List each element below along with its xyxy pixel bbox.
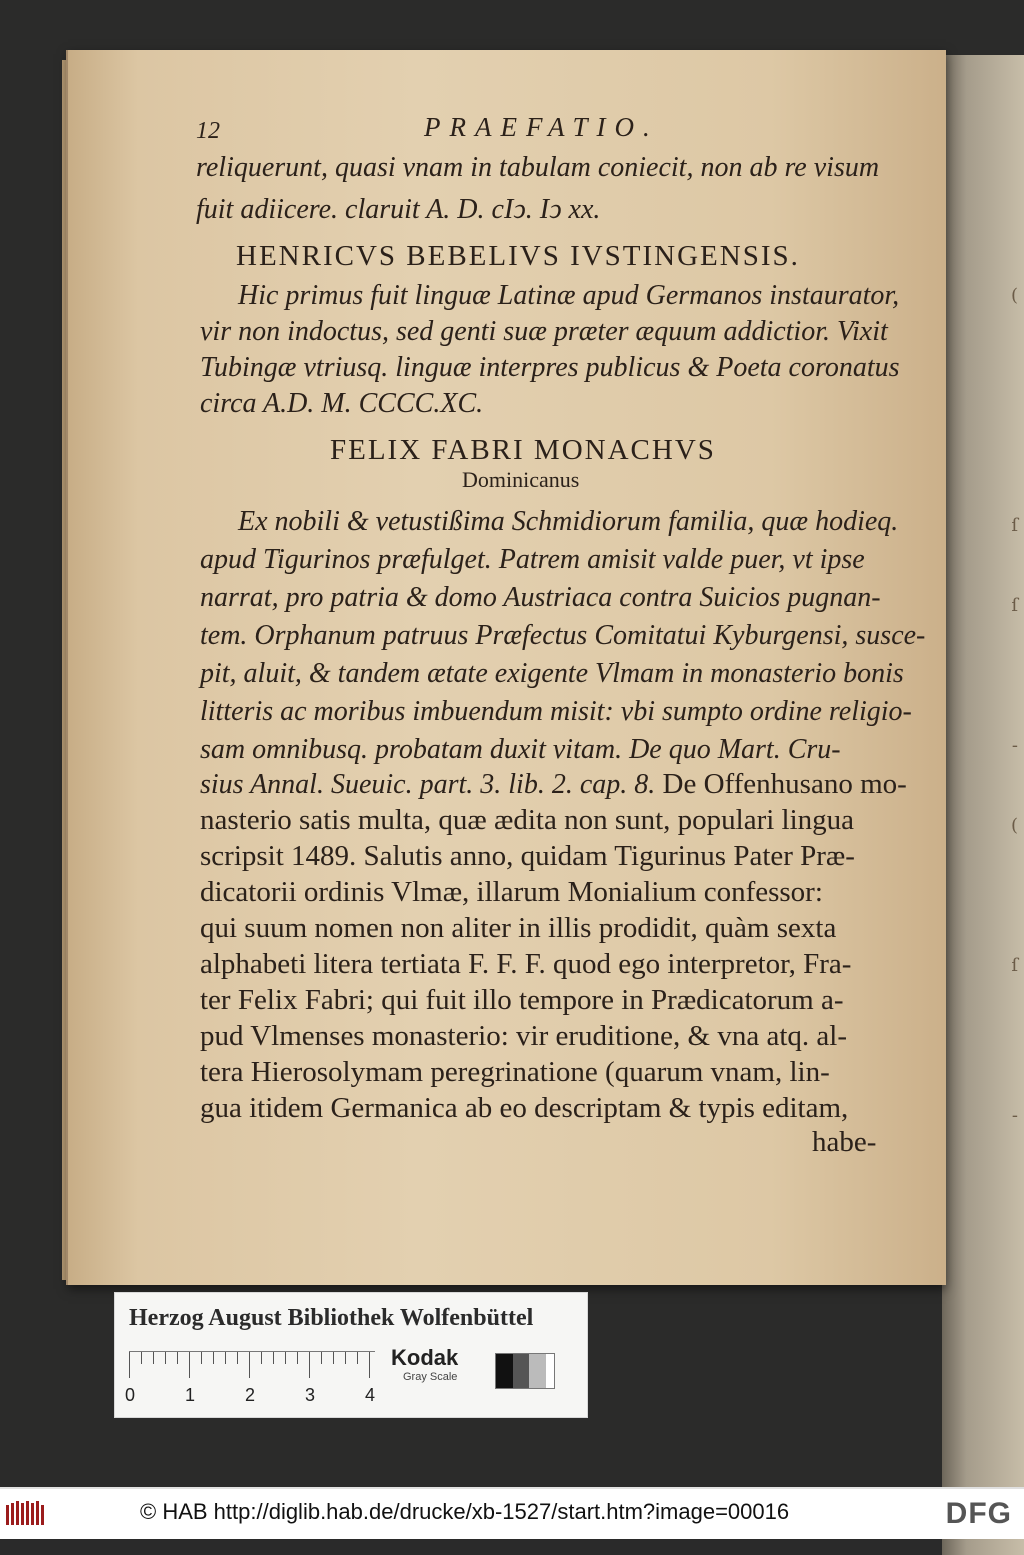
ruler-tick [153, 1352, 154, 1364]
ruler-tick [285, 1352, 286, 1364]
text-line: pit, aluit, & tandem ætate exigente Vlmam in monasterio bonis [200, 658, 904, 689]
dfg-logo: DFG [945, 1497, 1012, 1530]
library-name: Herzog August Bibliothek Wolfenbüttel [129, 1305, 534, 1331]
ruler-tick [261, 1352, 262, 1364]
text-line: qui suum nomen non aliter in illis prodidit, quàm sexta [200, 912, 837, 944]
kodak-brand: Kodak [391, 1345, 459, 1370]
ruler-tick [357, 1352, 358, 1364]
ruler-tick [333, 1352, 334, 1364]
hab-logo-icon [6, 1501, 46, 1527]
text-line: litteris ac moribus imbuendum misit: vbi sumpto ordine religio- [200, 696, 912, 727]
ruler-tick [237, 1352, 238, 1364]
ruler-tick [273, 1352, 274, 1364]
scale-ruler [129, 1351, 375, 1380]
ruler-tick [129, 1352, 130, 1378]
text-line: apud Tigurinos præfulget. Patrem amisit valde puer, vt ipse [200, 544, 865, 575]
gray-patch [513, 1354, 530, 1388]
running-head: PRAEFATIO. [424, 112, 659, 142]
ruler-tick [225, 1352, 226, 1364]
text-line [200, 768, 907, 801]
catchword: habe- [812, 1126, 877, 1158]
text-line: dicatorii ordinis Vlmæ, illarum Monialium confessor: [200, 876, 823, 908]
text-line: alphabeti litera tertiata F. F. F. quod ego interpretor, Fra- [200, 948, 852, 980]
edge-mark: ſ [1011, 515, 1018, 536]
source-credit-link[interactable]: © HAB http://diglib.hab.de/drucke/xb-1527/start.htm?image=00016 [140, 1499, 790, 1524]
text-line: tera Hierosolymam peregrinatione (quarum vnam, lin- [200, 1056, 830, 1088]
edge-mark: ſ [1011, 595, 1018, 616]
ruler-tick [321, 1352, 322, 1364]
color-calibration-card [114, 1292, 588, 1418]
ruler-number: 4 [365, 1385, 376, 1405]
text-line: nasterio satis multa, quæ ædita non sunt, populari lingua [200, 804, 855, 836]
section-heading: FELIX FABRI MONACHVS [330, 434, 716, 466]
text-line: narrat, pro patria & domo Austriaca contra Suicios pugnan- [200, 582, 881, 613]
ruler-tick [369, 1352, 370, 1378]
text-line: tem. Orphanum patruus Præfectus Comitatui Kyburgensi, susce- [200, 620, 926, 651]
gray-scale-patches [495, 1353, 555, 1389]
ruler-tick [297, 1352, 298, 1364]
ruler-number: 0 [125, 1385, 136, 1405]
ruler-tick [309, 1352, 310, 1378]
adjacent-page-edge [942, 55, 1024, 1555]
kodak-subtitle: Gray Scale [403, 1371, 458, 1383]
gray-patch [546, 1354, 554, 1388]
footer-bar [0, 1487, 1024, 1539]
text-line: circa A.D. M. CCCC.XC. [200, 388, 484, 419]
edge-mark: ( [1010, 815, 1018, 836]
text-line: ter Felix Fabri; qui fuit illo tempore in Prædicatorum a- [200, 984, 844, 1016]
ruler-tick [177, 1352, 178, 1364]
text-line: Hic primus fuit linguæ Latinæ apud Germanos instaurator, [238, 280, 900, 311]
edge-mark: ( [1010, 285, 1018, 306]
text-line: fuit adiicere. claruit A. D. cIↄ. Iↄ xx. [196, 194, 601, 225]
ruler-tick [213, 1352, 214, 1364]
edge-mark: - [1011, 1105, 1018, 1126]
text-line: Ex nobili & vetustißima Schmidiorum familia, quæ hodieq. [238, 506, 899, 537]
text-fragment-roman: De Offenhusano mo- [655, 768, 907, 800]
text-line: sam omnibusq. probatam duxit vitam. De quo Mart. Cru- [200, 734, 841, 765]
edge-mark: ſ [1011, 955, 1018, 976]
text-line: gua itidem Germanica ab eo descriptam & typis editam, [200, 1092, 849, 1124]
ruler-tick [165, 1352, 166, 1364]
text-line: pud Vlmenses monasterio: vir eruditione, & vna atq. al- [200, 1020, 847, 1052]
edge-mark: - [1011, 735, 1018, 756]
text-line: reliquerunt, quasi vnam in tabulam coniecit, non ab re visum [196, 152, 880, 183]
ruler-number: 1 [185, 1385, 196, 1405]
ruler-number: 3 [305, 1385, 316, 1405]
ruler-tick [189, 1352, 190, 1378]
text-line: scripsit 1489. Salutis anno, quidam Tigurinus Pater Præ- [200, 840, 855, 872]
page-number: 12 [196, 118, 220, 144]
text-fragment-italic: sius Annal. Sueuic. part. 3. lib. 2. cap. 8. [200, 769, 656, 800]
section-heading: HENRICVS BEBELIVS IVSTINGENSIS. [236, 240, 800, 272]
ruler-tick [201, 1352, 202, 1364]
gray-patch [529, 1354, 546, 1388]
text-line: vir non indoctus, sed genti suæ præter æquum addictior. Vixit [200, 316, 888, 347]
ruler-tick [141, 1352, 142, 1364]
ruler-number: 2 [245, 1385, 256, 1405]
gray-patch [496, 1354, 513, 1388]
text-line: Tubingæ vtriusq. linguæ interpres publicus & Poeta coronatus [200, 352, 900, 383]
ruler-tick [345, 1352, 346, 1364]
ruler-tick [249, 1352, 250, 1378]
section-subheading: Dominicanus [462, 467, 580, 492]
